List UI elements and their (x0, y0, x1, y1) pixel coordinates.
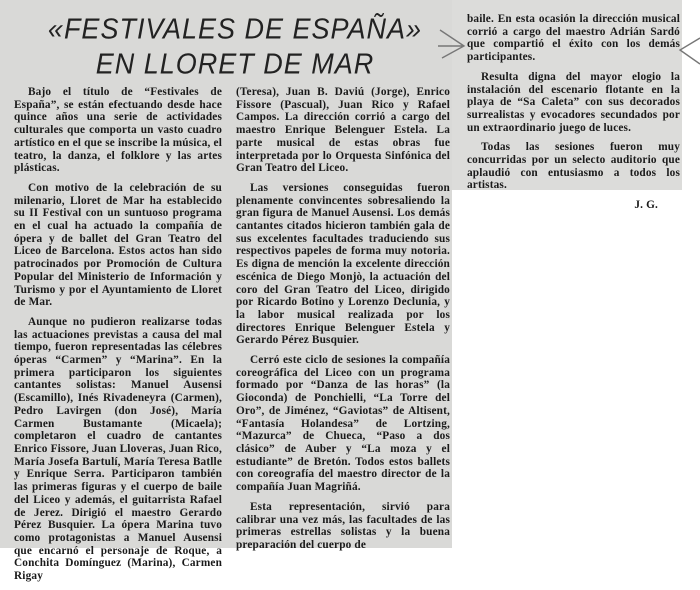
article-column-1 (14, 86, 222, 590)
hand-drawn-arrow-right-icon (436, 26, 472, 62)
paragraph: baile. En esta ocasión la dirección musical corrió a cargo del maestro Adrián Sardó que compartió el éxito con los demás participantes. (467, 13, 680, 64)
paragraph: Esta representación, sirvió para calibrar una vez más, las facultades de las primeras estrellas solistas y la buena preparación del cuerpo de (236, 500, 450, 551)
paragraph: (Teresa), Juan B. Daviú (Jorge), Enrico Fissore (Pascual), Juan Rico y Rafael Campos. La dirección corrió a cargo del maestro Enrique Belenguer Estela. La parte musical de estas obras fue interpretada por lo Orquesta Sinfónica del Gran Teatro del Liceo. (236, 86, 450, 175)
article-title: «FESTIVALES DE ESPAÑA» EN LLORET DE MAR (47, 13, 423, 80)
paragraph: Bajo el título de “Festivales de España”, se están efectuando desde hace quince años una serie de actividades culturales que comporta un vasto cuadro artístico en el que se inscribe la música, el teatro, la danza, el folklore y las artes plásticas. (14, 86, 222, 175)
paragraph: Aunque no pudieron realizarse todas las actuaciones previstas a causa del mal tiempo, fueron representadas las célebres óperas “Carmen” y “Marina”. En la primera participaron los siguientes cantantes solistas: Manuel Ausensi (Escamillo), Inés Rivadeneyra (Carmen), Pedro Lavirgen (don José), María Carmen Bustamante (Micaela); completaron el cuadro de cantantes Enrico Fissore, Juan Lloveras, Juan Rico, María Josefa Bartulí, María Teresa Batlle y Enrique Serra. Participaron también las primeras figuras y el cuerpo de baile del Liceo y además, el guitarrista Rafael de Jerez. Dirigió el maestro Gerardo Pérez Busquier. La ópera Marina tuvo como protagonistas a Manuel Ausensi que encarnó el personaje de Roque, a Conchita Domínguez (Marina), Carmen Rigay (14, 315, 222, 583)
paragraph: Cerró este ciclo de sesiones la compañía coreográfica del Liceo con un programa formado por “Danza de las horas” (la Gioconda) de Ponchielli, “La Torre del Oro”, de Jiménez, “Gaviotas” de Altisent, “Fantasía Holandesa” de Lortzing, “Mazurca” de Chueca, “Paso a dos clásico” de Auber y “La moza y el estudiante” de Bretón. Todos estos ballets con coreografía del maestro director de la compañía Juan Magriñá. (236, 354, 450, 494)
paragraph: Con motivo de la celebración de su milenario, Lloret de Mar ha establecido su II Festival con un suntuoso programa en el cual ha actuado la compañía de ópera y de ballet del Gran Teatro del Liceo de Barcelona. Estos actos han sido patrocinados por Promoción de Cultura Popular del Ministerio de Información y Turismo y por el Ayuntamiento de Lloret de Mar. (14, 181, 222, 309)
article-column-3 (467, 13, 680, 219)
paragraph: Todas las sesiones fueron muy concurridas por un selecto auditorio que aplaudió con entusiasmo a todos los artistas. (467, 141, 680, 192)
author-signature: J. G. (634, 199, 658, 212)
article-column-2 (236, 86, 450, 559)
hand-drawn-arrow-left-icon (676, 34, 700, 68)
paragraph: Resulta digna del mayor elogio la instalación del escenario flotante en la playa de “Sa Caleta” con sus decorados surrealistas y evocadores secundados por un extraordinario juego de luces. (467, 70, 680, 134)
paragraph: Las versiones conseguidas fueron plenamente convincentes sobresaliendo la gran figura de Manuel Ausensi. Los demás cantantes citados hicieron también gala de sus excelentes facultades traduciendo sus respectivos papeles de forma muy notoria. Es digna de mención la excelente dirección escénica de Diego Monjò, la actuación del coro del Gran Teatro del Liceo, dirigido por Ricardo Botino y Lorenzo Declunia, y la labor musical realizada por los directores Enrique Belenguer Estela y Gerardo Pérez Busquier. (236, 181, 450, 347)
